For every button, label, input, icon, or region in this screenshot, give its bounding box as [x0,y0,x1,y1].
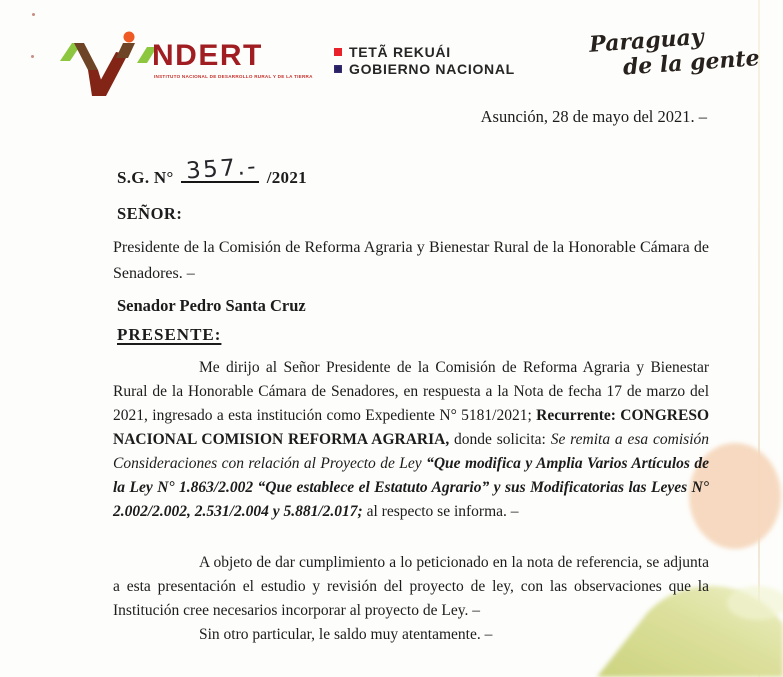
slogan-line-1: Paraguay [588,23,705,58]
gov-line-1: TETÃ REKUÁI [349,44,451,60]
reference-number [117,153,307,188]
gov-row-2 [334,62,515,76]
body-paragraph-2: A objeto de dar cumplimiento a lo peticionado en la nota de referencia, se adjunta a esta presentación el estudio y revisión del proyecto de ley, con las observaciones que la Institución cree necesarios incorporar al proyecto de Ley. – [113,554,709,619]
slogan-line-2: de la gente [622,45,761,81]
reference-underline [181,153,260,185]
paraguay-slogan-script [588,21,760,83]
logo-title: NDERT [152,39,263,72]
gov-row-1 [334,45,515,59]
indert-logo [58,28,318,98]
body-paragraph-1: Me dirijo al Señor Presidente de la Comisión de Reforma Agraria y Bienestar Rural de la Honorable Cámara de Senadores, en respuesta a la Nota de fecha 17 de marzo del 2021, ingresado a esta institución como Expediente N° 5181/2021; Recurrente: CONGRESO NACIONAL COMISION REFORMA AGRARIA, donde solicita: Se remita a esa comisión Consideraciones con relación al Proyecto de Ley “Que modifica y Amplia Varios Artículos de la Ley N° 1.863/2.002 “Que establece el Estatuto Agrario” y sus Modificatorias las Leyes N° 2.002/2.002, 2.531/2.004 y 5.881/2.017; al respecto se informa. – [113,359,710,520]
closing-line: Sin otro particular, le saldo muy atentamente. – [199,626,493,643]
presente-heading: PRESENTE: [117,325,222,344]
recipient-heading: SEÑOR: [117,204,183,223]
indert-logo-mark-icon [58,30,158,98]
recipient-name: Senador Pedro Santa Cruz [117,296,306,315]
red-square-icon [334,48,342,56]
date-line: Asunción, 28 de mayo del 2021. – [480,107,707,126]
handwritten-number: 357.- [185,153,260,185]
government-brand [334,45,515,79]
gov-line-2: GOBIERNO NACIONAL [349,61,515,77]
reference-prefix: S.G. N° [117,168,174,187]
logo-subtitle: INSTITUTO NACIONAL DE DESARROLLO RURAL Y DE LA TIERRA [154,74,313,79]
reference-suffix: /2021 [266,168,307,187]
recipient-paragraph: Presidente de la Comisión de Reforma Agraria y Bienestar Rural de la Honorable Cámara de Senadores. – [113,239,709,282]
navy-square-icon [334,65,342,73]
